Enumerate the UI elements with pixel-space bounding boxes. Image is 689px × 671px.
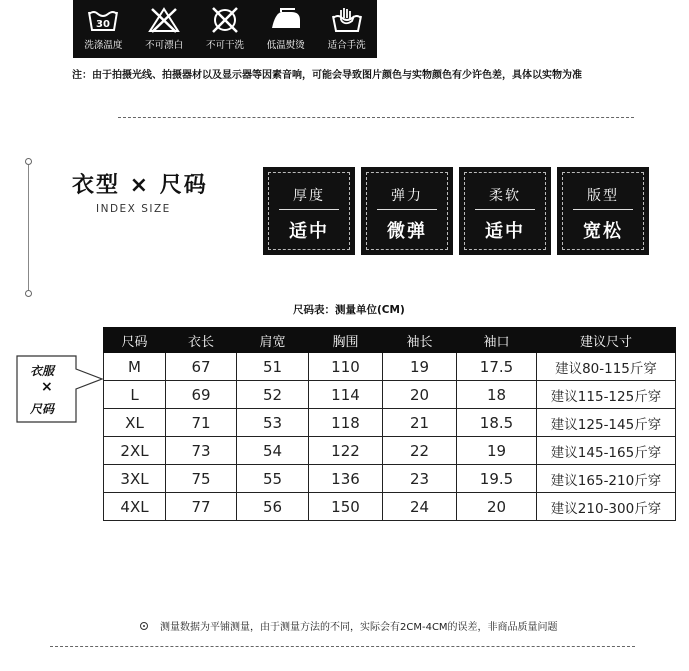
care-label: 不可漂白 — [145, 40, 184, 51]
divider — [118, 117, 634, 118]
cell-cuff: 18.5 — [457, 409, 537, 437]
no-bleach-icon — [147, 6, 181, 34]
cell-size: XL — [104, 409, 166, 437]
attribute-value: 适中 — [485, 221, 525, 242]
bullet-icon — [140, 622, 148, 630]
table-row — [104, 353, 676, 381]
header-size: 尺码 — [104, 328, 166, 353]
cell-length: 69 — [166, 381, 237, 409]
cell-length: 75 — [166, 465, 237, 493]
cell-chest: 114 — [309, 381, 383, 409]
attribute-label: 版型 — [587, 188, 619, 204]
section-title: 衣型 × 尺码 — [72, 173, 208, 198]
attribute-box-softness — [459, 167, 551, 255]
attribute-box-fit — [557, 167, 649, 255]
table-row — [104, 493, 676, 521]
footnote-text: 测量数据为平铺测量，由于测量方法的不同，实际会有2CM-4CM的误差，非商品质量问题 — [160, 622, 558, 633]
header-advice: 建议尺寸 — [537, 328, 676, 353]
tag-line-2: × — [41, 379, 53, 395]
cell-cuff: 18 — [457, 381, 537, 409]
care-item-wash-temp — [74, 0, 132, 51]
wash-30-icon — [86, 6, 120, 34]
care-item-no-dry-clean — [196, 0, 254, 51]
cell-sleeve: 19 — [383, 353, 457, 381]
table-header-row — [104, 328, 676, 353]
table-row — [104, 437, 676, 465]
cell-sleeve: 20 — [383, 381, 457, 409]
care-label: 洗涤温度 — [84, 40, 123, 51]
attribute-label: 厚度 — [293, 188, 325, 204]
cell-cuff: 19 — [457, 437, 537, 465]
cell-sleeve: 21 — [383, 409, 457, 437]
cell-length: 71 — [166, 409, 237, 437]
cell-shoulder: 51 — [237, 353, 309, 381]
cell-chest: 150 — [309, 493, 383, 521]
care-label: 低温熨烫 — [266, 40, 305, 51]
cell-sleeve: 22 — [383, 437, 457, 465]
cell-cuff: 19.5 — [457, 465, 537, 493]
cell-chest: 110 — [309, 353, 383, 381]
side-ornament-line — [28, 162, 29, 294]
side-ornament-dot — [25, 158, 32, 165]
attribute-label: 弹力 — [391, 188, 423, 204]
hand-wash-icon — [330, 6, 364, 34]
attribute-label: 柔软 — [489, 188, 521, 204]
cell-length: 67 — [166, 353, 237, 381]
cell-length: 73 — [166, 437, 237, 465]
cell-advice: 建议80-115斤穿 — [537, 353, 676, 381]
cell-size: 2XL — [104, 437, 166, 465]
cell-size: 3XL — [104, 465, 166, 493]
care-label: 适合手洗 — [327, 40, 366, 51]
care-item-hand-wash — [318, 0, 376, 51]
table-row — [104, 409, 676, 437]
header-chest: 胸围 — [309, 328, 383, 353]
cell-advice: 建议115-125斤穿 — [537, 381, 676, 409]
cell-sleeve: 23 — [383, 465, 457, 493]
color-disclaimer-note: 注：由于拍摄光线、拍摄器材以及显示器等因素音响，可能会导致图片颜色与实物颜色有少许色差，具体以实物为准 — [72, 70, 582, 81]
cell-length: 77 — [166, 493, 237, 521]
no-dry-clean-icon — [208, 6, 242, 34]
tag-line-3: 尺码 — [30, 402, 55, 416]
cell-advice: 建议145-165斤穿 — [537, 437, 676, 465]
cell-chest: 118 — [309, 409, 383, 437]
measurement-footnote — [140, 618, 558, 633]
care-item-low-iron — [257, 0, 315, 51]
header-length: 衣长 — [166, 328, 237, 353]
cell-advice: 建议165-210斤穿 — [537, 465, 676, 493]
cell-shoulder: 53 — [237, 409, 309, 437]
care-item-no-bleach — [135, 0, 193, 51]
clothes-size-tag — [16, 355, 78, 423]
attribute-value: 宽松 — [583, 221, 623, 242]
header-cuff: 袖口 — [457, 328, 537, 353]
care-label: 不可干洗 — [205, 40, 244, 51]
low-iron-icon — [269, 6, 303, 34]
size-table — [103, 327, 676, 521]
tag-line-1: 衣服 — [30, 364, 55, 378]
cell-sleeve: 24 — [383, 493, 457, 521]
attribute-box-elasticity — [361, 167, 453, 255]
table-row — [104, 381, 676, 409]
cell-shoulder: 55 — [237, 465, 309, 493]
header-shoulder: 肩宽 — [237, 328, 309, 353]
cell-shoulder: 54 — [237, 437, 309, 465]
table-caption: 尺码表：测量单位(CM) — [293, 304, 405, 316]
cell-size: M — [104, 353, 166, 381]
cell-cuff: 20 — [457, 493, 537, 521]
header-sleeve: 袖长 — [383, 328, 457, 353]
care-instructions-bar — [73, 0, 377, 58]
divider — [50, 646, 635, 647]
table-row — [104, 465, 676, 493]
cell-size: 4XL — [104, 493, 166, 521]
cell-cuff: 17.5 — [457, 353, 537, 381]
attribute-value: 微弹 — [387, 221, 427, 242]
attribute-box-thickness — [263, 167, 355, 255]
cell-size: L — [104, 381, 166, 409]
side-ornament-dot — [25, 290, 32, 297]
cell-chest: 136 — [309, 465, 383, 493]
cell-chest: 122 — [309, 437, 383, 465]
cell-shoulder: 52 — [237, 381, 309, 409]
section-subtitle: INDEX SIZE — [96, 203, 171, 215]
attribute-value: 适中 — [289, 221, 329, 242]
svg-text:30: 30 — [96, 19, 111, 30]
cell-shoulder: 56 — [237, 493, 309, 521]
cell-advice: 建议125-145斤穿 — [537, 409, 676, 437]
cell-advice: 建议210-300斤穿 — [537, 493, 676, 521]
